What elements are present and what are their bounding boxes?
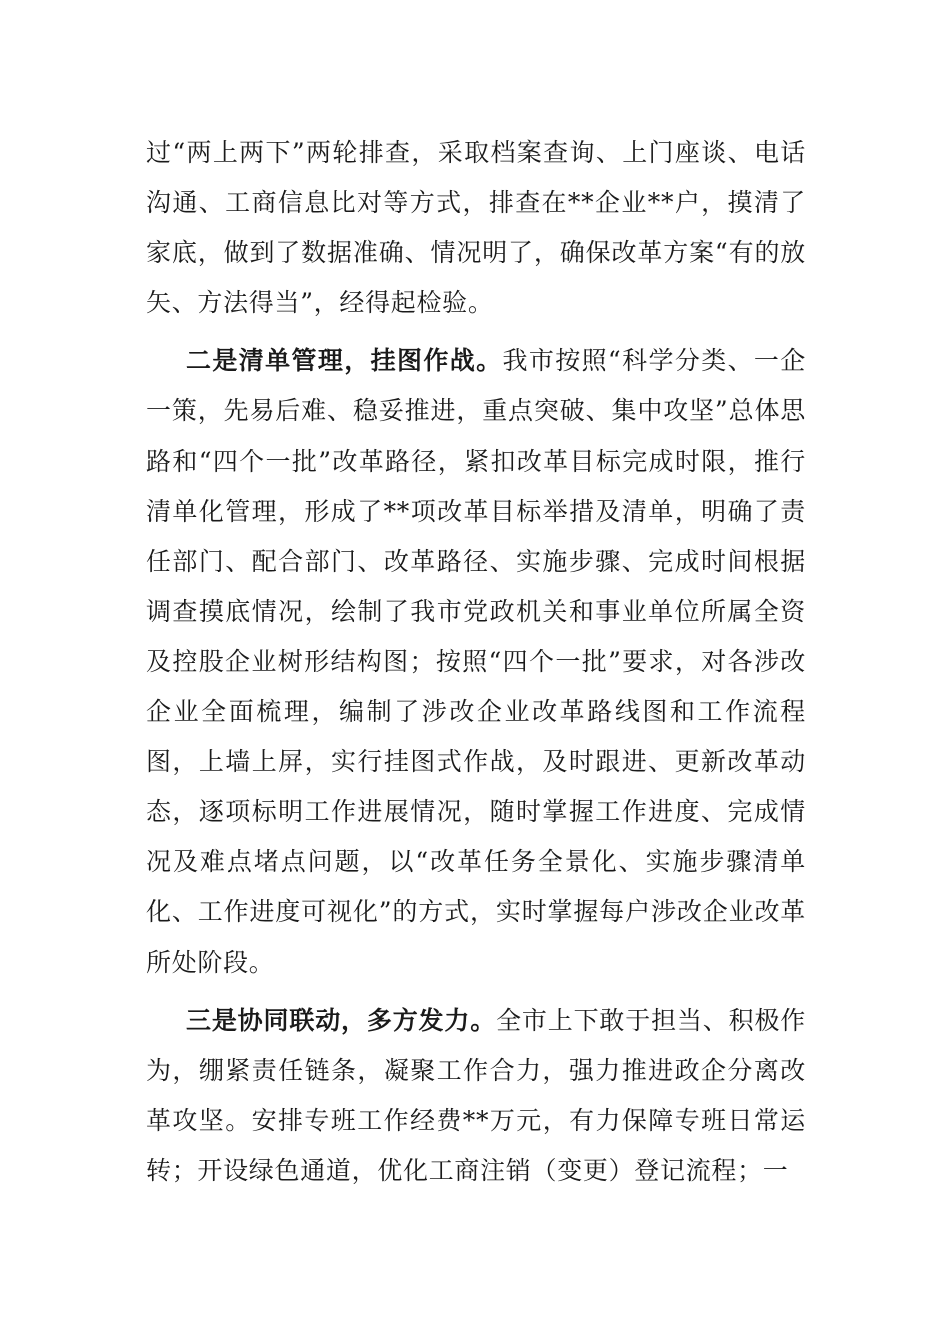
- paragraph-3: [146, 996, 806, 1196]
- document-body: [146, 128, 806, 1204]
- paragraph-2-heading: 二是清单管理，挂图作战。: [186, 346, 503, 376]
- paragraph-3-heading: 三是协同联动，多方发力。: [186, 1005, 497, 1035]
- paragraph-3-text: 全市上下敢于担当、积极作为，绷紧责任链条，凝聚工作合力，强力推进政企分离改革攻坚。安排专班工作经费**万元，有力保障专班日常运转；开设绿色通道，优化工商注销（变更）登记流程；一: [146, 1005, 807, 1185]
- paragraph-2-text: 我市按照“科学分类、一企一策，先易后难、稳妥推进，重点突破、集中攻坚”总体思路和“四个一批”改革路径，紧扣改革目标完成时限，推行清单化管理，形成了**项改革目标举措及清单，明确了责任部门、配合部门、改革路径、实施步骤、完成时间根据调查摸底情况，绘制了我市党政机关和事业单位所属全资及控股企业树形结构图；按照“四个一批”要求，对各涉改企业全面梳理，编制了涉改企业改革路线图和工作流程图，上墙上屏，实行挂图式作战，及时跟进、更新改革动态，逐项标明工作进展情况，随时掌握工作进度、完成情况及难点堵点问题，以“改革任务全景化、实施步骤清单化、工作进度可视化”的方式，实时掌握每户涉改企业改革所处阶段。: [146, 346, 807, 977]
- paragraph-1: [146, 128, 806, 328]
- paragraph-2: [146, 336, 806, 987]
- paragraph-1-text: 过“两上两下”两轮排查，采取档案查询、上门座谈、电话沟通、工商信息比对等方式，排查在**企业**户，摸清了家底，做到了数据准确、情况明了，确保改革方案“有的放矢、方法得当”，经得起检验。: [146, 138, 806, 318]
